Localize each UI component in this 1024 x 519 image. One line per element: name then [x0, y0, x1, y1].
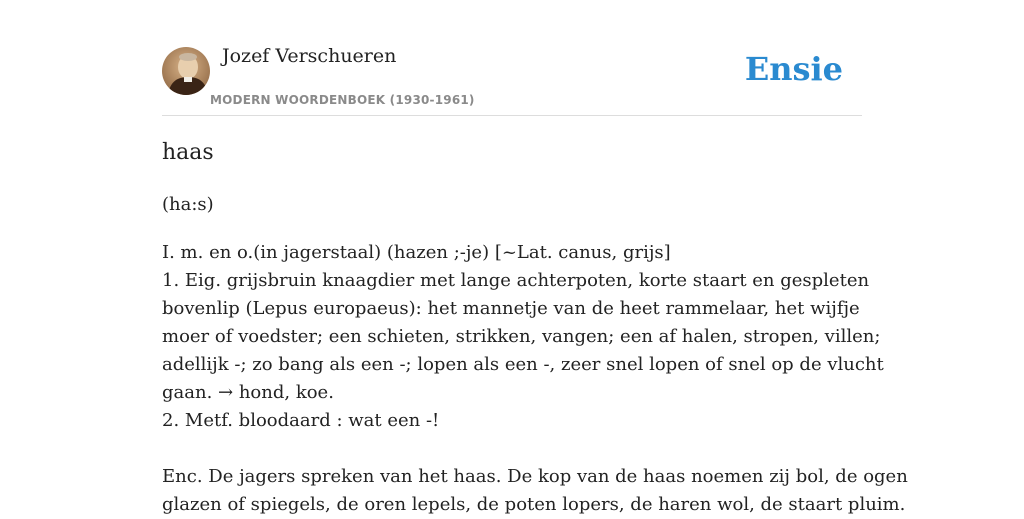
- entry-line: 1. Eig. grijsbruin knaagdier met lange achterpoten, korte staart en gespleten: [162, 270, 870, 291]
- entry-line: glazen of spiegels, de oren lepels, de poten lopers, de haren wol, de staart pluim.: [162, 494, 906, 515]
- entry-line: Enc. De jagers spreken van het haas. De kop van de haas noemen zij bol, de ogen: [162, 466, 908, 487]
- header: [162, 0, 862, 116]
- author-avatar[interactable]: [162, 47, 210, 95]
- entry-body: [162, 239, 908, 519]
- entry-line: gaan. → hond, koe.: [162, 382, 334, 403]
- brand-logo[interactable]: Ensie: [744, 50, 843, 88]
- paragraph-gap: [162, 435, 862, 463]
- entry-pronunciation: (ha:s): [162, 194, 214, 215]
- entry-line: I. m. en o.(in jagerstaal) (hazen ;-je) [~Lat. canus, grijs]: [162, 242, 671, 263]
- entry-line: moer of voedster; een schieten, strikken, vangen; een af halen, stropen, villen;: [162, 326, 881, 347]
- entry-line: adellijk -; zo bang als een -; lopen als een -, zeer snel lopen of snel op de vlucht: [162, 354, 884, 375]
- entry-term: haas: [162, 140, 214, 165]
- author-portrait-icon: [162, 47, 210, 95]
- author-name[interactable]: Jozef Verschueren: [222, 45, 397, 67]
- entry-line: bovenlip (Lepus europaeus): het mannetje van de heet rammelaar, het wijfje: [162, 298, 860, 319]
- page-container: [162, 0, 908, 515]
- entry-line: 2. Metf. bloodaard : wat een -!: [162, 410, 440, 431]
- source-label[interactable]: MODERN WOORDENBOEK (1930-1961): [210, 93, 475, 107]
